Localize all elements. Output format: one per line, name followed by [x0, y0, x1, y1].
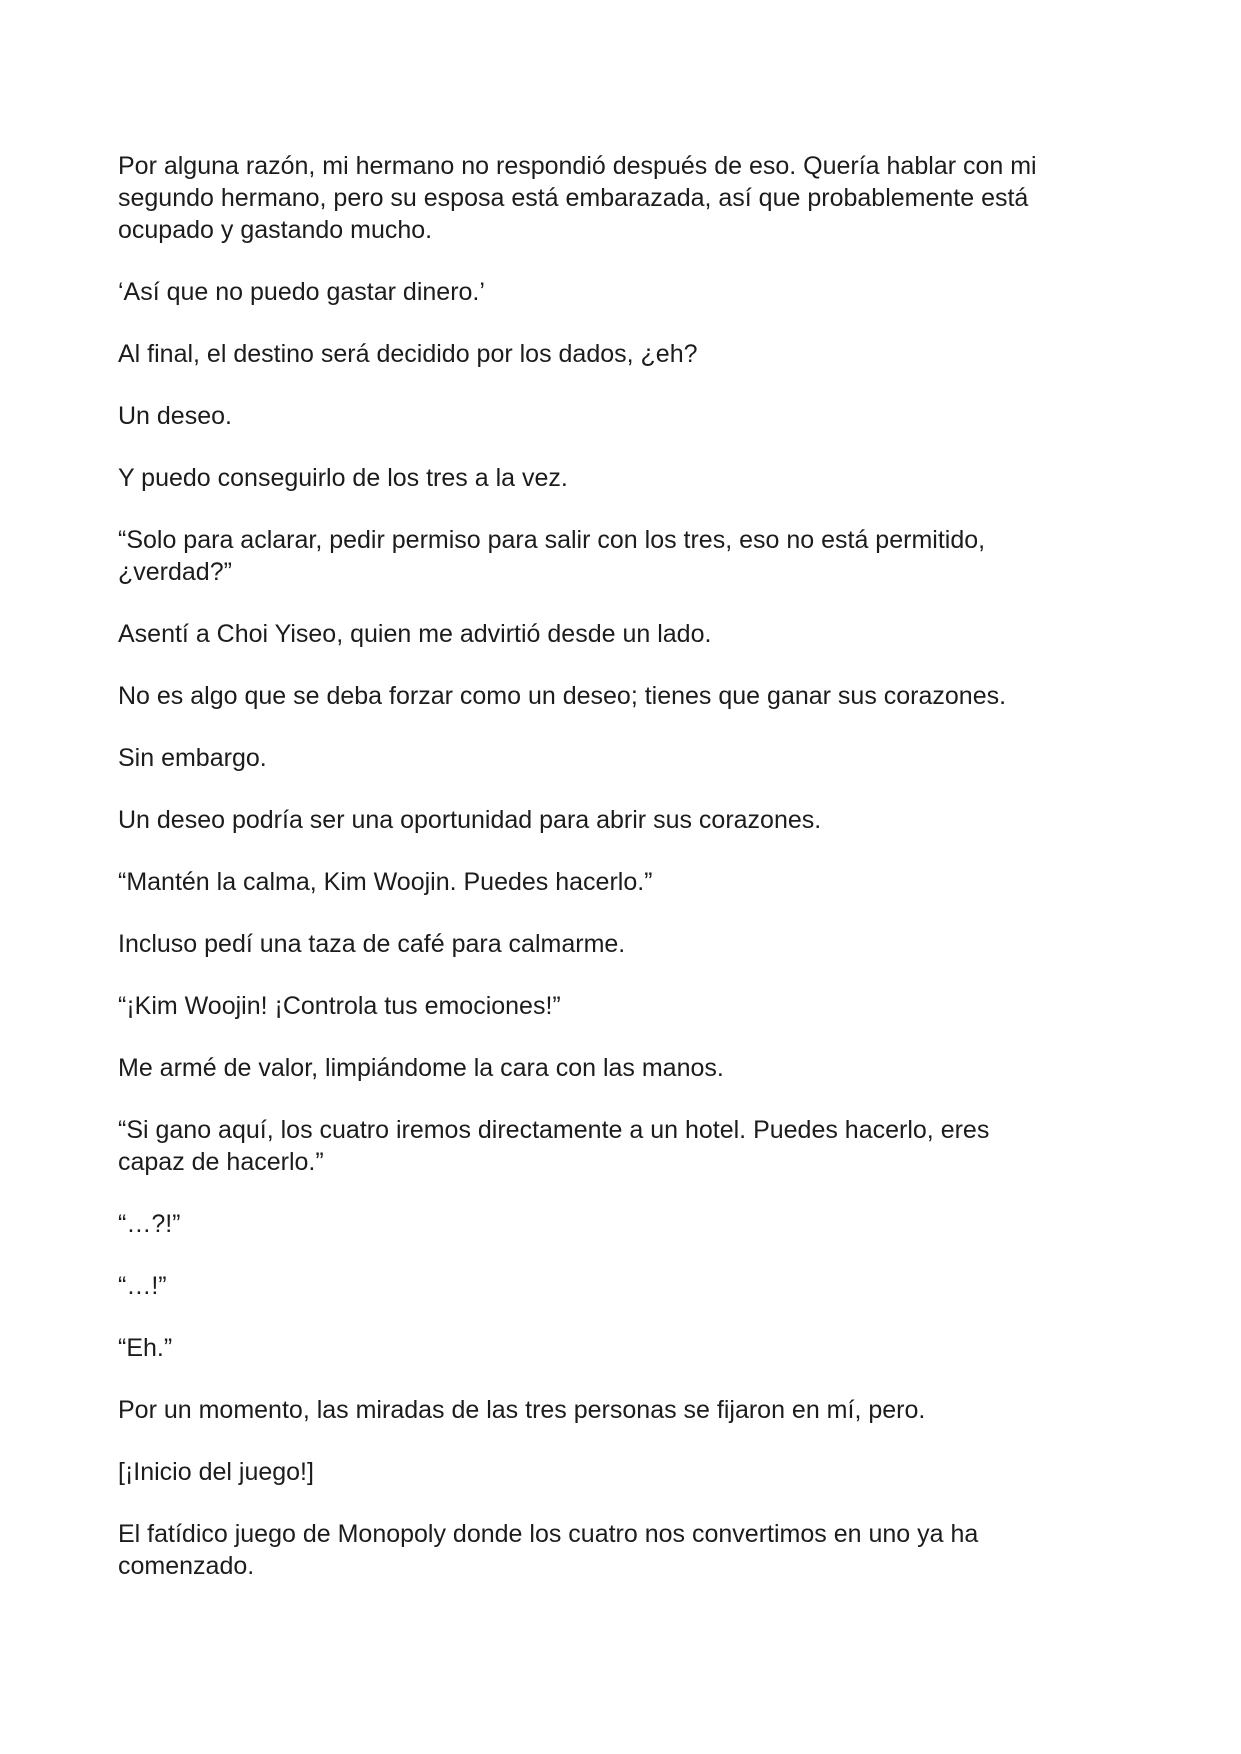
paragraph: “…?!” — [118, 1210, 181, 1238]
paragraph: Y puedo conseguirlo de los tres a la vez. — [118, 464, 568, 492]
paragraph: “¡Kim Woojin! ¡Controla tus emociones!” — [118, 992, 561, 1020]
paragraph: Por un momento, las miradas de las tres personas se fijaron en mí, pero. — [118, 1396, 926, 1424]
paragraph: Sin embargo. — [118, 744, 267, 772]
paragraph: Asentí a Choi Yiseo, quien me advirtió desde un lado. — [118, 620, 712, 648]
paragraph: “…!” — [118, 1272, 167, 1300]
paragraph: “Mantén la calma, Kim Woojin. Puedes hacerlo.” — [118, 868, 653, 896]
paragraph: El fatídico juego de Monopoly donde los cuatro nos convertimos en uno ya ha comenzado. — [118, 1520, 979, 1580]
paragraph: Incluso pedí una taza de café para calmarme. — [118, 930, 626, 958]
paragraph: “Eh.” — [118, 1334, 173, 1362]
paragraph: Al final, el destino será decidido por los dados, ¿eh? — [118, 340, 698, 368]
paragraph: Un deseo podría ser una oportunidad para abrir sus corazones. — [118, 806, 822, 834]
document-body — [118, 150, 1128, 1612]
paragraph: No es algo que se deba forzar como un deseo; tienes que ganar sus corazones. — [118, 682, 1007, 710]
paragraph: [¡Inicio del juego!] — [118, 1458, 314, 1486]
paragraph: Un deseo. — [118, 402, 232, 430]
paragraph: Por alguna razón, mi hermano no respondió después de eso. Quería hablar con mi segundo hermano, pero su esposa está embarazada, así que probablemente está ocupado y gastando mucho. — [118, 152, 1037, 244]
paragraph: “Si gano aquí, los cuatro iremos directamente a un hotel. Puedes hacerlo, eres capaz de hacerlo.” — [118, 1116, 990, 1176]
paragraph: ‘Así que no puedo gastar dinero.’ — [118, 278, 485, 306]
paragraph: “Solo para aclarar, pedir permiso para salir con los tres, eso no está permitido, ¿verdad?” — [118, 526, 986, 586]
paragraph: Me armé de valor, limpiándome la cara con las manos. — [118, 1054, 724, 1082]
